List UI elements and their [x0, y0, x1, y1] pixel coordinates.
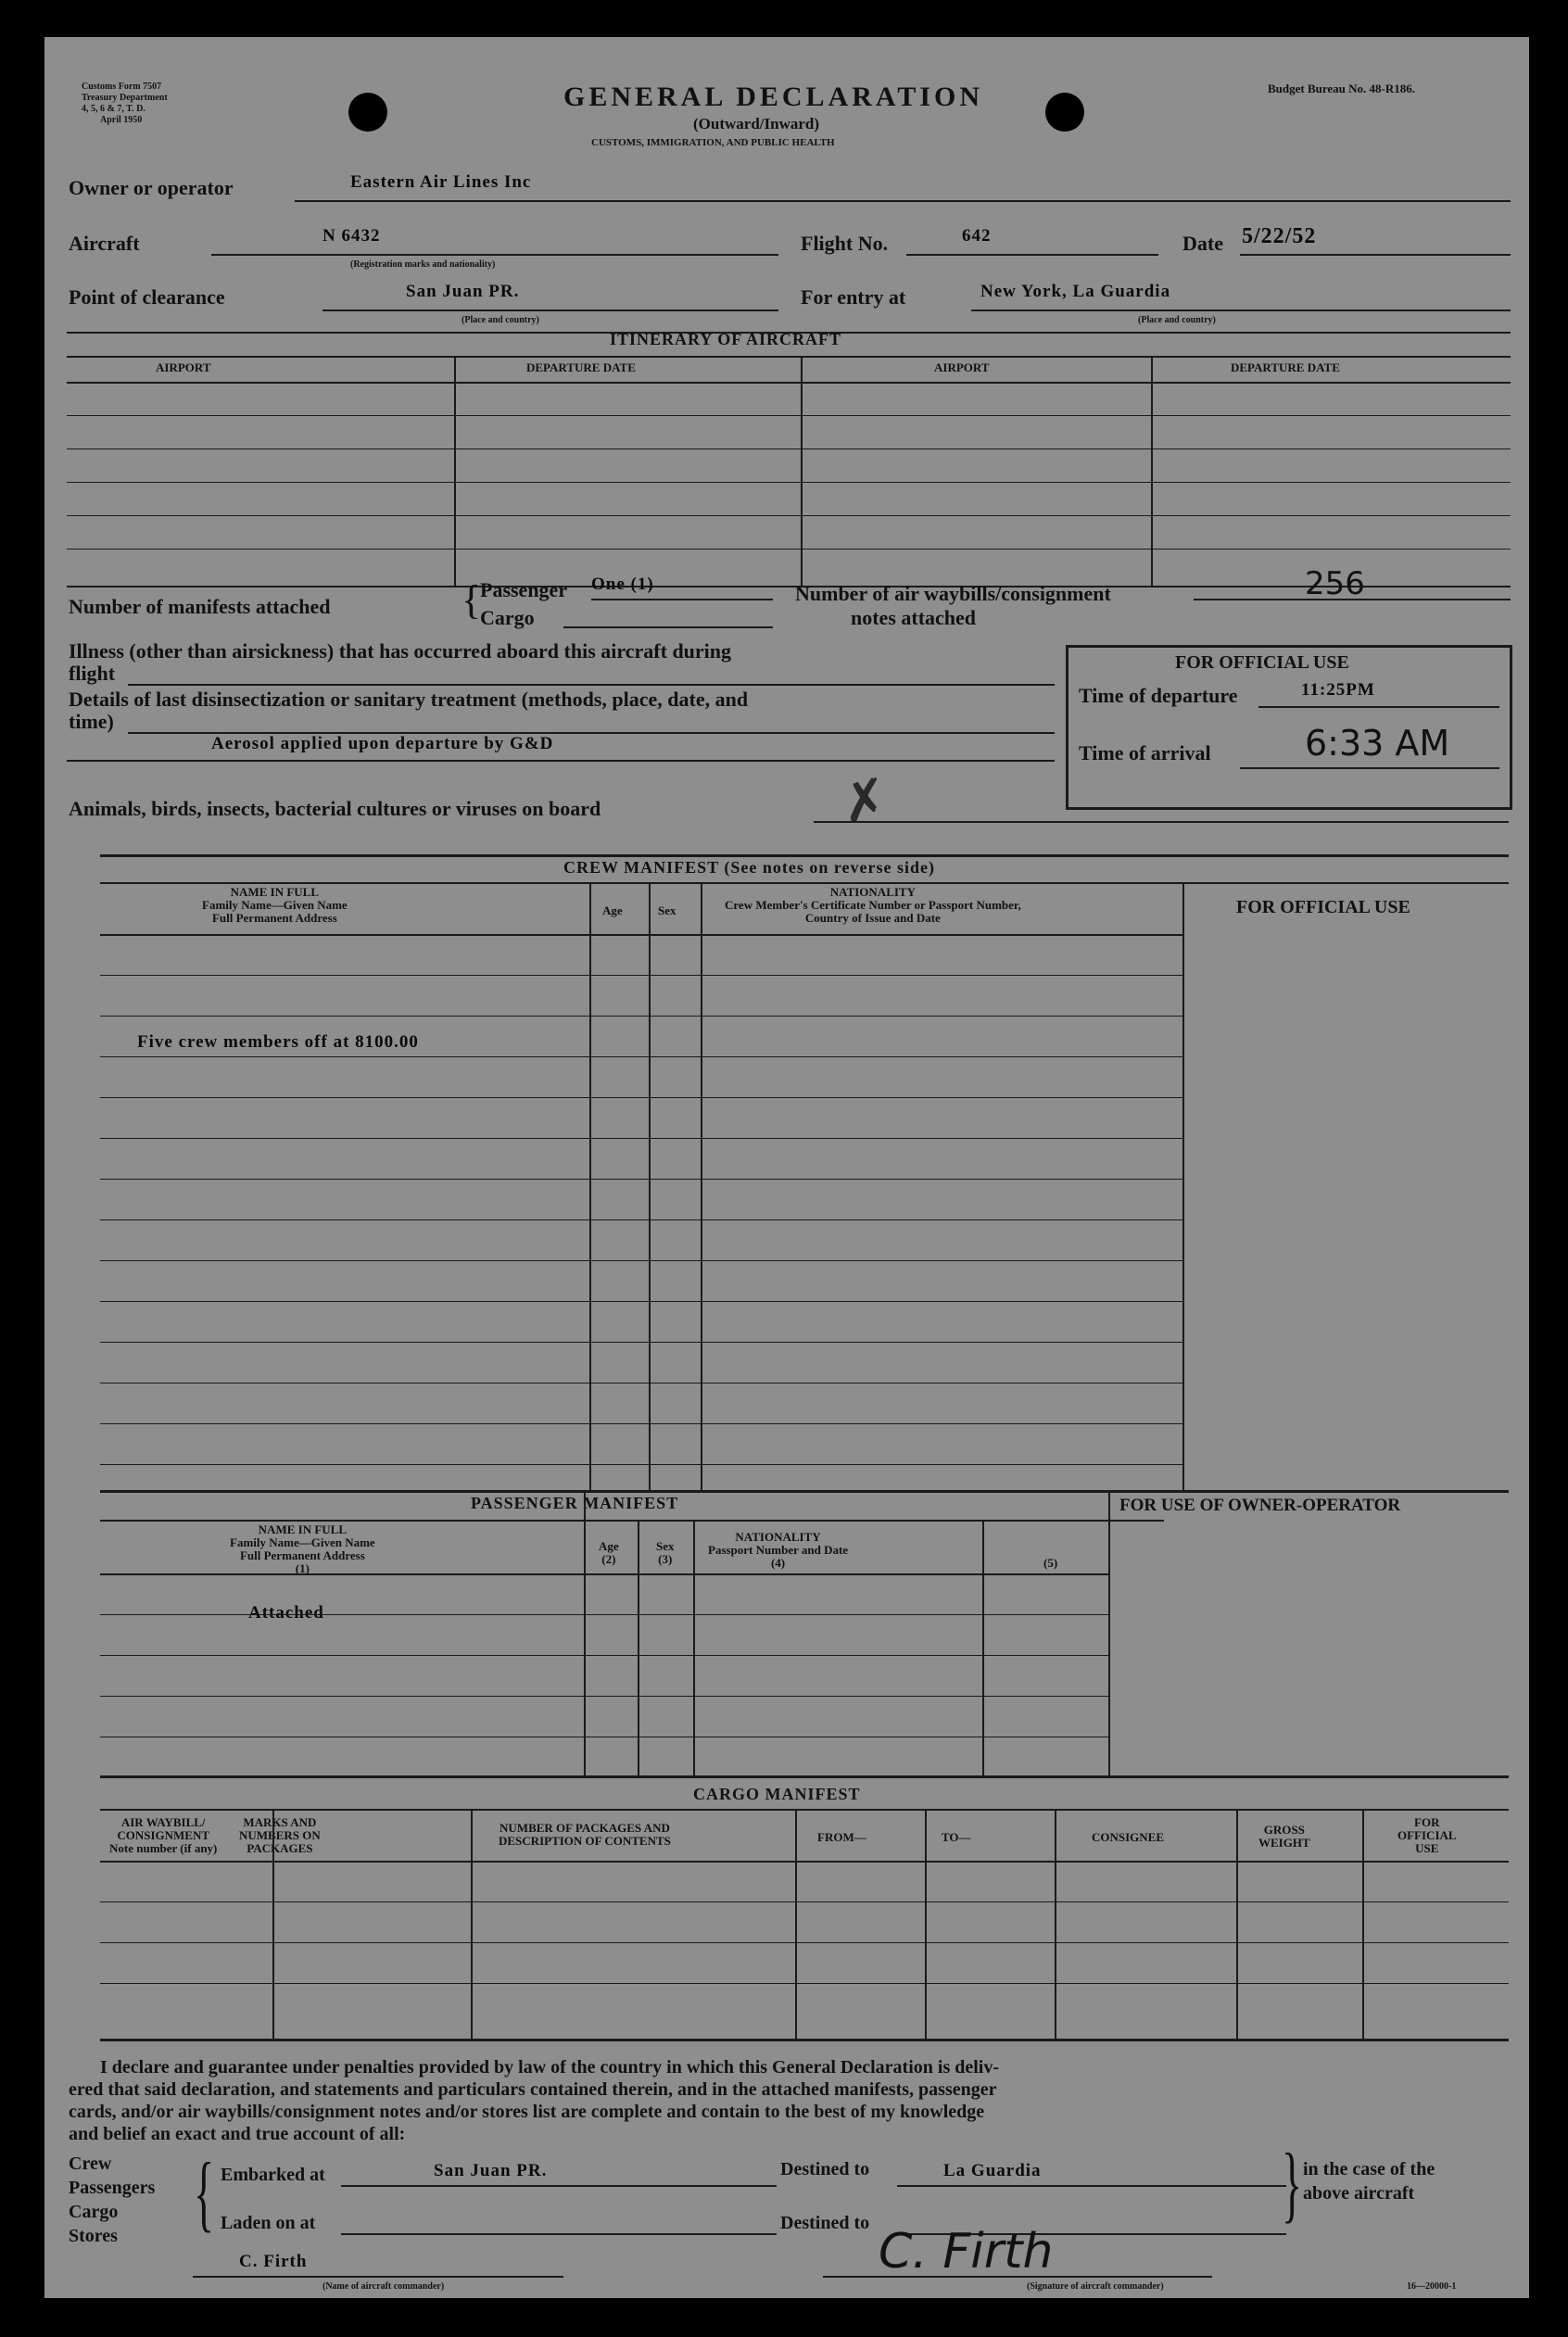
- declaration-category: Passengers: [69, 2178, 156, 2198]
- owner-operator-use: FOR USE OF OWNER-OPERATOR: [1119, 1496, 1401, 1515]
- case-label-1: in the case of the: [1303, 2159, 1435, 2179]
- illness-label-1: Illness (other than airsickness) that has occurred aboard this aircraft during: [69, 639, 732, 663]
- footer-code: 16—20000-1: [1407, 2281, 1457, 2292]
- passenger-col-name: NAME IN FULL Family Name—Given Name Full Permanent Address (1): [230, 1522, 375, 1575]
- itinerary-col-airport: AIRPORT: [156, 360, 211, 374]
- embarked-value: San Juan PR.: [434, 2161, 548, 2180]
- cargo-col-packages: NUMBER OF PACKAGES AND DESCRIPTION OF CONTENTS: [499, 1821, 671, 1848]
- cargo-manifest-title: CARGO MANIFEST: [693, 1785, 861, 1803]
- animals-label: Animals, birds, insects, bacterial cultures or viruses on board: [69, 797, 601, 820]
- form-subtitle: (Outward/Inward): [693, 115, 820, 133]
- official-use-title: FOR OFFICIAL USE: [1175, 652, 1349, 673]
- general-declaration-form: Customs Form 7507 Treasury Department 4, 5, 6 & 7, T. D. April 1950 GENERAL DECLARATION (Outward/Inward) CUSTOMS, IMMIGRATION, AND PUBLIC HEALTH Budget Bureau No. 48-R186. Owner or operator Eastern Air Lines Inc Aircraft N 6432 (Registration marks and nationality) Flight No. 642 Date 5/22/52 Point of clearance San Juan PR. (Place and country) For entry at New York, La Guardia (Place and country) ITINERARY OF AIRCRAFT AIRPORT DEPARTURE DATE AIRPORT DEPARTURE DATE Number of manifests attached { Passenger One (1) Cargo Number of air waybills/consignment notes attached 256 FOR OFFICIAL USE Time of departure 11:25PM Time of arrival 6:33 AM Illness (other than airsickness) that has occurred aboard this aircraft during flight Details of last disinsectization or sanitary treatment (methods, place, date, and time) Aerosol applied upon departure by G&D Animals, birds, insects, bacterial cultures or viruses on board ✗ CREW MANIFEST (See notes on reverse side) NAME IN FULL Family Name—Given Name Full Permanent Address Age Sex NATIONALITY Crew Member's Certificate Number or Passport Number, Country of Issue and Date FOR OFFICIAL USE Five crew members off at 8100.00 PASSENGER MANIFEST NAME IN FULL Family Name—Given Name Full Permanent Address (1) Age (2) Sex (3) NATIONALITY Passport Number and Date (4) (5) FOR USE OF OWNER-OPERATOR Attached CARGO MANIFEST AIR WAYBILL/ CONSIGNMENT Note number (if any) MARKS AND NUMBERS ON PACKAGES NUMBER OF PACKAGES AND DESCRIPTION OF CONTENTS FROM— TO— CONSIGNEE GROSS WEIGHT FOR OFFICIAL USE I declare and guarantee under penalties provided by law of the country in which this General Declaration is deliv- ered that said declaration, and statements and particulars contained therein, and in the attached manifests, passenger cards, and/or air waybills/consignment notes and/or stores list are complete and contain to the best of my knowledge and belief an exact and true account of all: Crew Passengers Cargo Stores { Embarked at San Juan PR. Laden on at Destined to La Guardia Destined to } in the case of the above aircraft C. Firth (Name of aircraft commander) C. Firth (Signature of aircraft commander) 16—20000-1: [44, 37, 1529, 2298]
- cargo-col-to: TO—: [942, 1830, 971, 1844]
- entry-label: For entry at: [801, 285, 906, 309]
- passenger-col-nationality: NATIONALITY Passport Number and Date (4): [708, 1530, 849, 1570]
- aircraft-label: Aircraft: [69, 232, 140, 255]
- entry-caption: (Place and country): [1138, 315, 1216, 325]
- arrival-time-label: Time of arrival: [1079, 741, 1211, 764]
- aircraft-value: N 6432: [322, 226, 381, 246]
- commander-signature: C. Firth: [879, 2224, 1054, 2280]
- cargo-col-weight: GROSS WEIGHT: [1258, 1823, 1310, 1850]
- declaration-category: Stores: [69, 2226, 118, 2246]
- crew-col-nationality: NATIONALITY Crew Member's Certificate Number or Passport Number, Country of Issue and Date: [725, 885, 1021, 925]
- disinsect-label-1: Details of last disinsectization or sanitary treatment (methods, place, date, and: [69, 688, 749, 711]
- declaration-line-3: cards, and/or air waybills/consignment notes and/or stores list are complete and contain to the best of my knowledge: [69, 2102, 985, 2122]
- punch-hole-right: [1045, 93, 1084, 132]
- embarked-label: Embarked at: [221, 2165, 325, 2185]
- passenger-col-5: (5): [1043, 1556, 1058, 1570]
- form-subtitle-2: CUSTOMS, IMMIGRATION, AND PUBLIC HEALTH: [591, 137, 835, 148]
- declaration-category: Cargo: [69, 2202, 119, 2222]
- flight-value: 642: [962, 226, 992, 246]
- laden-label: Laden on at: [221, 2213, 316, 2233]
- aircraft-caption: (Registration marks and nationality): [350, 259, 496, 270]
- owner-label: Owner or operator: [69, 176, 234, 199]
- cargo-col-from: FROM—: [817, 1830, 866, 1844]
- cargo-col-consignee: CONSIGNEE: [1092, 1830, 1165, 1844]
- clearance-label: Point of clearance: [69, 285, 225, 309]
- cargo-col-waybill: AIR WAYBILL/ CONSIGNMENT Note number (if any): [109, 1815, 218, 1855]
- declaration-line-1: I declare and guarantee under penalties provided by law of the country in which this General Declaration is deliv-: [100, 2057, 1000, 2078]
- departure-time-value: 11:25PM: [1301, 680, 1375, 700]
- crew-col-sex: Sex: [658, 903, 677, 917]
- disinsect-label-2: time): [69, 710, 114, 733]
- flight-label: Flight No.: [801, 232, 889, 255]
- passenger-manifest-label: Passenger: [480, 578, 568, 601]
- cargo-col-marks: MARKS AND NUMBERS ON PACKAGES: [239, 1815, 321, 1855]
- punch-hole-left: [348, 93, 387, 132]
- commander-name: C. Firth: [239, 2252, 308, 2271]
- form-id-line: Customs Form 7507: [82, 82, 162, 92]
- crew-entry: Five crew members off at 8100.00: [137, 1032, 419, 1052]
- waybills-value: 256: [1305, 565, 1365, 602]
- clearance-caption: (Place and country): [462, 315, 539, 325]
- form-id-line: April 1950: [100, 115, 143, 125]
- passenger-manifest-title: PASSENGER MANIFEST: [471, 1494, 679, 1512]
- declaration-category: Crew: [69, 2154, 112, 2174]
- declaration-line-2: ered that said declaration, and statements and particulars contained therein, and in the attached manifests, passenger: [69, 2079, 997, 2100]
- form-id-line: Treasury Department: [82, 93, 168, 103]
- arrival-time-value: 6:33 AM: [1305, 723, 1450, 764]
- waybills-label-1: Number of air waybills/consignment: [795, 582, 1111, 605]
- void-scrawl-icon: ✗: [836, 765, 893, 838]
- commander-name-caption: (Name of aircraft commander): [322, 2281, 445, 2292]
- signature-caption: (Signature of aircraft commander): [1027, 2281, 1164, 2292]
- date-label: Date: [1182, 232, 1223, 255]
- crew-col-name: NAME IN FULL Family Name—Given Name Full Permanent Address: [202, 885, 348, 925]
- entry-value: New York, La Guardia: [980, 282, 1171, 301]
- manifests-label: Number of manifests attached: [69, 595, 331, 618]
- departure-time-label: Time of departure: [1079, 684, 1238, 707]
- cargo-col-official: FOR OFFICIAL USE: [1397, 1815, 1457, 1855]
- cargo-manifest-label: Cargo: [480, 606, 535, 629]
- passenger-col-age: Age (2): [599, 1539, 619, 1566]
- itinerary-col-departure-2: DEPARTURE DATE: [1231, 360, 1340, 374]
- destined-value: La Guardia: [943, 2161, 1042, 2180]
- owner-value: Eastern Air Lines Inc: [350, 172, 532, 192]
- case-label-2: above aircraft: [1303, 2183, 1415, 2204]
- budget-number: Budget Bureau No. 48-R186.: [1268, 82, 1416, 95]
- passenger-col-sex: Sex (3): [656, 1539, 675, 1566]
- passenger-entry: Attached: [248, 1603, 324, 1623]
- date-value: 5/22/52: [1242, 224, 1317, 248]
- waybills-label-2: notes attached: [851, 606, 977, 629]
- itinerary-title: ITINERARY OF AIRCRAFT: [610, 330, 842, 348]
- clearance-value: San Juan PR.: [406, 282, 520, 301]
- itinerary-col-airport-2: AIRPORT: [934, 360, 990, 374]
- crew-official-use: FOR OFFICIAL USE: [1236, 897, 1410, 917]
- form-id-line: 4, 5, 6 & 7, T. D.: [82, 104, 145, 114]
- crew-col-age: Age: [602, 903, 623, 917]
- disinsect-value: Aerosol applied upon departure by G&D: [211, 734, 554, 753]
- declaration-line-4: and belief an exact and true account of all:: [69, 2124, 406, 2144]
- destined-label: Destined to: [780, 2159, 870, 2179]
- passenger-manifest-value: One (1): [591, 575, 654, 594]
- form-title: GENERAL DECLARATION: [563, 82, 984, 112]
- itinerary-col-departure: DEPARTURE DATE: [526, 360, 636, 374]
- crew-manifest-title: CREW MANIFEST (See notes on reverse side): [563, 858, 935, 877]
- destined-label-2: Destined to: [780, 2213, 870, 2233]
- illness-label-2: flight: [69, 662, 116, 685]
